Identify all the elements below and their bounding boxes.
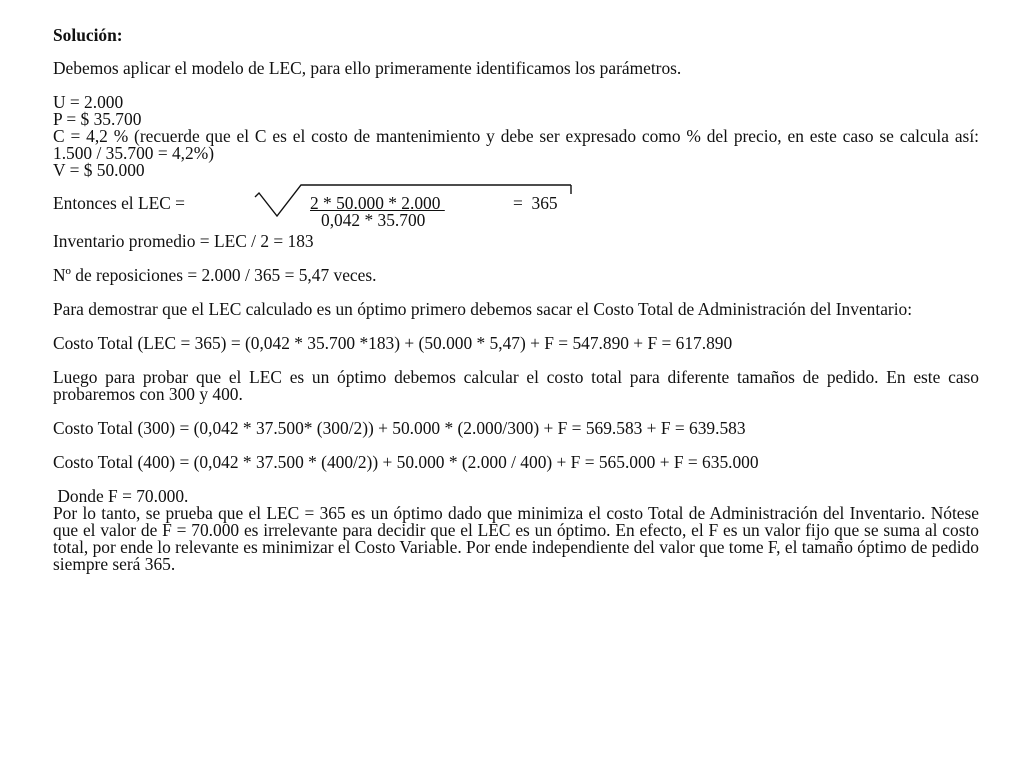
- param-c: C = 4,2 % (recuerde que el C es el costo de mantenimiento y debe ser expresado como % del precio, en este caso se calcula así: 1.500 / 35.700 = 4,2%): [53, 126, 979, 163]
- inventario-promedio-line: Inventario promedio = LEC / 2 = 183: [53, 231, 314, 251]
- formula-result: = 365: [513, 193, 558, 213]
- reposiciones-line: Nº de reposiciones = 2.000 / 365 = 5,47 veces.: [53, 265, 377, 285]
- formula-numerator: 2 * 50.000 * 2.000: [310, 193, 445, 213]
- donde-line: Donde F = 70.000.: [53, 486, 189, 506]
- formula-lhs: Entonces el LEC =: [53, 193, 185, 213]
- formula-denominator: 0,042 * 35.700: [321, 210, 426, 230]
- solution-heading: Solución:: [53, 25, 123, 45]
- param-p: P = $ 35.700: [53, 109, 142, 129]
- lec-formula: [53, 183, 979, 233]
- costo-400-paragraph: Costo Total (400) = (0,042 * 37.500 * (400/2)) + 50.000 * (2.000 / 400) + F = 565.000 + F = 635.000: [53, 452, 759, 472]
- intro-paragraph: Debemos aplicar el modelo de LEC, para ello primeramente identificamos los parámetros.: [53, 58, 682, 78]
- param-u: U = 2.000: [53, 92, 124, 112]
- document-body: [53, 27, 979, 573]
- costo-lec-paragraph: Costo Total (LEC = 365) = (0,042 * 35.700 *183) + (50.000 * 5,47) + F = 547.890 + F = 617.890: [53, 333, 733, 353]
- demostrar-paragraph: Para demostrar que el LEC calculado es un óptimo primero debemos sacar el Costo Total de Administración del Inventario:: [53, 299, 913, 319]
- costo-300-paragraph: Costo Total (300) = (0,042 * 37.500* (300/2)) + 50.000 * (2.000/300) + F = 569.583 + F = 639.583: [53, 418, 746, 438]
- probar-paragraph: Luego para probar que el LEC es un óptimo debemos calcular el costo total para diferente tamaños de pedido. En este caso probaremos con 300 y 400.: [53, 367, 979, 404]
- parameters-block: [53, 94, 979, 179]
- conclusion-paragraph: Por lo tanto, se prueba que el LEC = 365 es un óptimo dado que minimiza el costo Total de Administración del Inventario. Nótese que el valor de F = 70.000 es irrelevante para decidir que el LEC es un óptimo. En efecto, el F es un valor fijo que se suma al costo total, por ende lo relevante es minimizar el Costo Variable. Por ende independiente del valor que tome F, el tamaño óptimo de pedido siempre será 365.: [53, 503, 980, 574]
- param-v: V = $ 50.000: [53, 160, 145, 180]
